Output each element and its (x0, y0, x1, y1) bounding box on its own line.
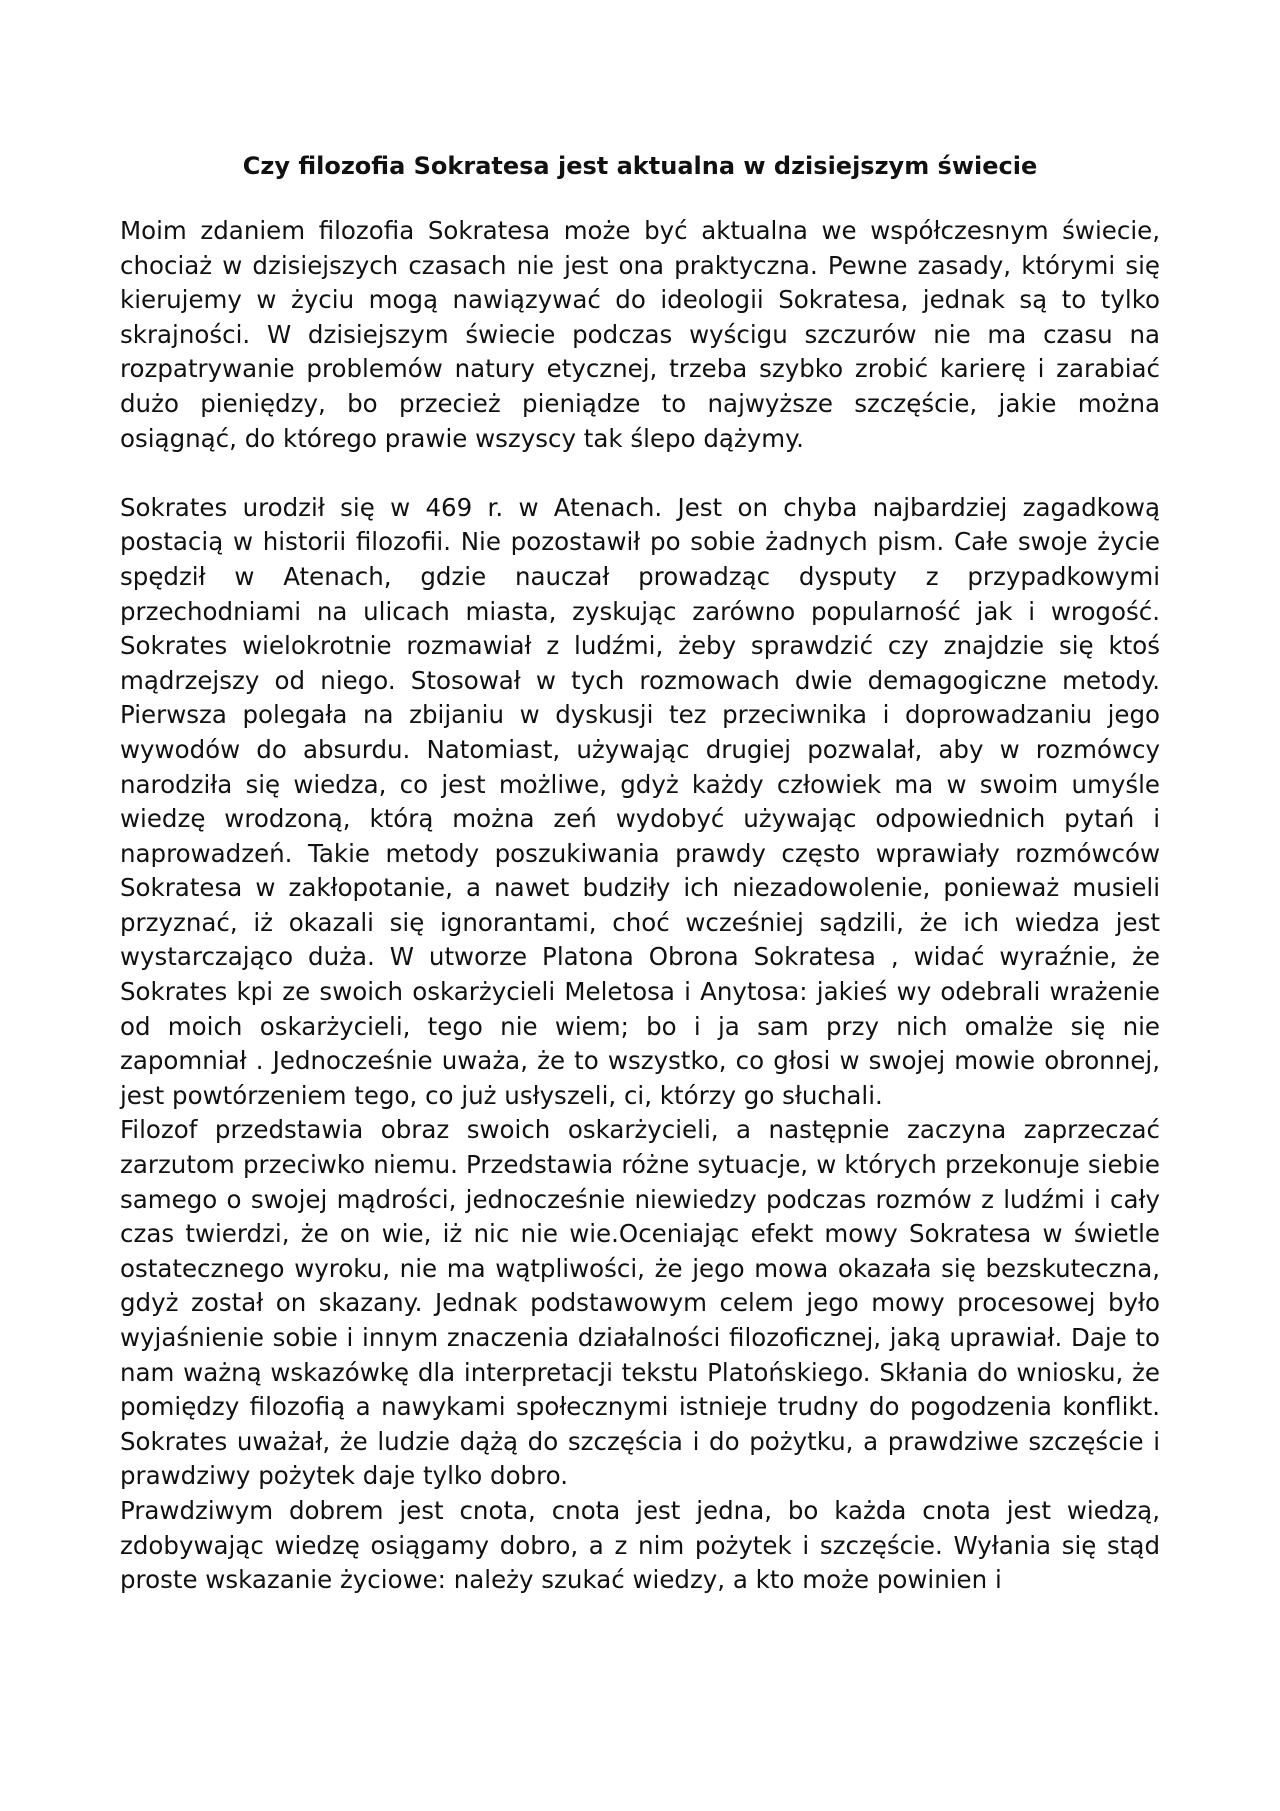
paragraph-virtue: Prawdziwym dobrem jest cnota, cnota jest jedna, bo każda cnota jest wiedzą, zdobywając wiedzę osiągamy dobro, a z nim pożytek i szczęście. Wyłania się stąd proste wskazanie życiowe: należy szukać wiedzy, a kto może powinien i (120, 1495, 1160, 1595)
document-page (120, 148, 1160, 1598)
paragraph-biography: Sokrates urodził się w 469 r. w Atenach. Jest on chyba najbardziej zagadkową postacią w historii filozofii. Nie pozostawił po sobie żadnych pism. Całe swoje życie spędził w Atenach, gdzie nauczał prowadząc dysputy z przypadkowymi przechodniami na ulicach miasta, zyskując zarówno popularność jak i wrogość. Sokrates wielokrotnie rozmawiał z ludźmi, żeby sprawdzić czy znajdzie się ktoś mądrzejszy od niego. Stosował w tych rozmowach dwie demagogiczne metody. Pierwsza polegała na zbijaniu w dyskusji tez przeciwnika i doprowadzaniu jego wywodów do absurdu. Natomiast, używając drugiej pozwalał, aby w rozmówcy narodziła się wiedza, co jest możliwe, gdyż każdy człowiek ma w swoim umyśle wiedzę wrodzoną, którą można zeń wydobyć używając odpowiednich pytań i naprowadzeń. Takie metody poszukiwania prawdy często wprawiały rozmówców Sokratesa w zakłopotanie, a nawet budziły ich niezadowolenie, ponieważ musieli przyznać, iż okazali się ignorantami, choć wcześniej sądzili, że ich wiedza jest wystarczająco duża. W utworze Platona Obrona Sokratesa , widać wyraźnie, że Sokrates kpi ze swoich oskarżycieli Meletosa i Anytosa: jakieś wy odebrali wrażenie od moich oskarżycieli, tego nie wiem; bo i ja sam przy nich omalże się nie zapomniał . Jednocześnie uważa, że to wszystko, co głosi w swojej mowie obronnej, jest powtórzeniem tego, co już usłyszeli, ci, którzy go słuchali. (120, 492, 1160, 1110)
paragraph-defense: Filozof przedstawia obraz swoich oskarżycieli, a następnie zaczyna zaprzeczać zarzutom przeciwko niemu. Przedstawia różne sytuacje, w których przekonuje siebie samego o swojej mądrości, jednocześnie niewiedzy podczas rozmów z ludźmi i cały czas twierdzi, że on wie, iż nic nie wie.Oceniając efekt mowy Sokratesa w świetle ostatecznego wyroku, nie ma wątpliwości, że jego mowa okazała się bezskuteczna, gdyż został on skazany. Jednak podstawowym celem jego mowy procesowej było wyjaśnienie sobie i innym znaczenia działalności filozoficznej, jaką uprawiał. Daje to nam ważną wskazówkę dla interpretacji tekstu Platońskiego. Skłania do wniosku, że pomiędzy filozofią a nawykami społecznymi istnieje trudny do pogodzenia konflikt. Sokrates uważał, że ludzie dążą do szczęścia i do pożytku, a prawdziwe szczęście i prawdziwy pożytek daje tylko dobro. (120, 1115, 1160, 1491)
document-title: Czy filozofia Sokratesa jest aktualna w dzisiejszym świecie (242, 152, 1038, 180)
paragraph-intro: Moim zdaniem filozofia Sokratesa może być aktualna we współczesnym świecie, chociaż w dzisiejszych czasach nie jest ona praktyczna. Pewne zasady, którymi się kierujemy w życiu mogą nawiązywać do ideologii Sokratesa, jednak są to tylko skrajności. W dzisiejszym świecie podczas wyścigu szczurów nie ma czasu na rozpatrywanie problemów natury etycznej, trzeba szybko zrobić karierę i zarabiać dużo pieniędzy, bo przecież pieniądze to najwyższe szczęście, jakie można osiągnąć, do którego prawie wszyscy tak ślepo dążymy. (120, 216, 1160, 453)
